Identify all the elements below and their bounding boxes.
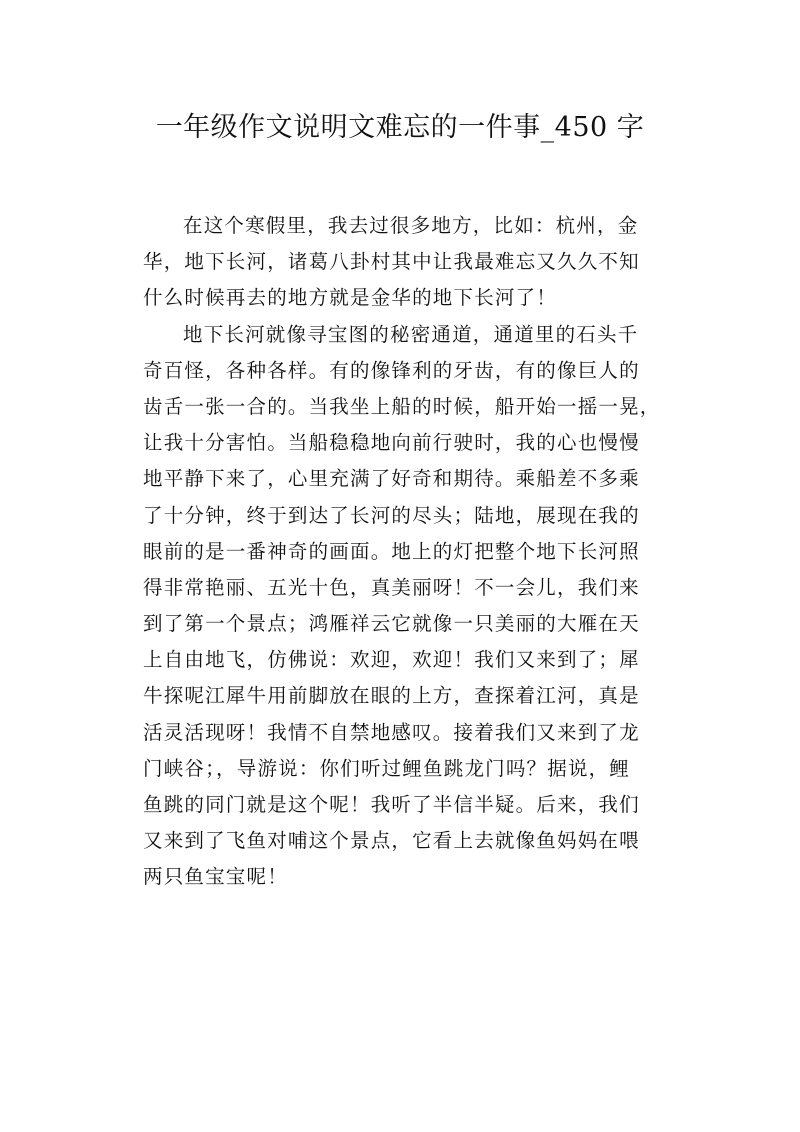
text-line: 地平静下来了，心里充满了好奇和期待。乘船差不多乘 <box>143 467 640 491</box>
text-line: 上自由地飞，仿佛说：欢迎，欢迎！我们又来到了；犀 <box>143 648 640 672</box>
text-line: 门峡谷；，导游说：你们听过鲤鱼跳龙门吗？据说，鲤 <box>143 756 631 780</box>
text-line: 得非常艳丽、五光十色，真美丽呀！不一会儿，我们来 <box>143 575 640 599</box>
text-line: 地下长河就像寻宝图的秘密通道，通道里的石头千 <box>183 322 639 346</box>
text-line: 鱼跳的同门就是这个呢！我听了半信半疑。后来，我们 <box>143 793 640 816</box>
text-line: 让我十分害怕。当船稳稳地向前行驶时，我的心也慢慢 <box>143 431 640 455</box>
text-line: 什么时候再去的地方就是金华的地下长河了！ <box>143 286 558 310</box>
text-line: 在这个寒假里，我去过很多地方，比如：杭州，金 <box>183 214 639 237</box>
text-line: 了十分钟，终于到达了长河的尽头；陆地，展现在我的 <box>143 503 640 527</box>
document-body <box>143 208 673 896</box>
text-line: 齿舌一张一合的。当我坐上船的时候，船开始一摇一晃， <box>143 394 661 418</box>
document-title: 一年级作文说明文难忘的一件事_450 字 <box>155 112 645 143</box>
paragraph-2 <box>143 317 673 896</box>
text-line: 华，地下长河，诸葛八卦村其中让我最难忘又久久不知 <box>143 250 640 274</box>
text-line: 两只鱼宝宝呢！ <box>143 865 288 889</box>
text-line: 又来到了飞鱼对哺这个景点，它看上去就像鱼妈妈在喂 <box>143 829 640 853</box>
text-line: 活灵活现呀！我情不自禁地感叹。接着我们又来到了龙 <box>143 720 640 744</box>
text-line: 奇百怪，各种各样。有的像锋利的牙齿，有的像巨人的 <box>143 358 640 382</box>
text-line: 牛探呢江犀牛用前脚放在眼的上方，查探着江河，真是 <box>143 684 640 708</box>
text-line: 到了第一个景点；鸿雁祥云它就像一只美丽的大雁在天 <box>143 612 640 636</box>
text-line: 眼前的是一番神奇的画面。地上的灯把整个地下长河照 <box>143 539 640 563</box>
paragraph-1 <box>143 208 673 317</box>
